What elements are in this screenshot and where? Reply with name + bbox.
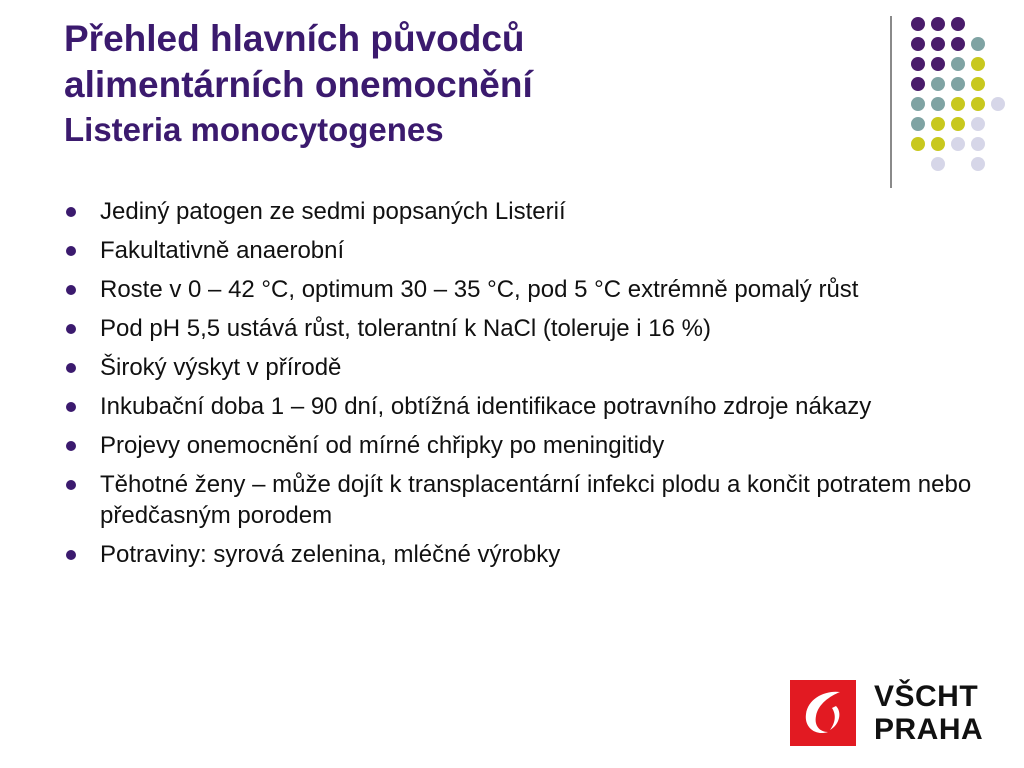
decor-dot — [951, 57, 965, 71]
bullet-text: Potraviny: syrová zelenina, mléčné výrobky — [100, 541, 561, 568]
vscht-logo-text — [874, 680, 983, 746]
decor-dot — [991, 97, 1005, 111]
bullet-text: Roste v 0 – 42 °C, optimum 30 – 35 °C, pod 5 °C extrémně pomalý růst — [100, 276, 859, 303]
logo-line-2: PRAHA — [874, 713, 984, 746]
decor-dot — [951, 137, 965, 151]
bullet-text: Jediný patogen ze sedmi popsaných Listerií — [100, 198, 566, 225]
bullet-text: Těhotné ženy – může dojít k transplacentární infekci plodu a končit potratem nebo předčasným porodem — [100, 471, 972, 529]
decor-dot — [971, 77, 985, 91]
decor-dot — [931, 157, 945, 171]
bullet-dot-icon — [66, 402, 76, 412]
decor-dot — [971, 57, 985, 71]
bullet-dot-icon — [66, 246, 76, 256]
bullet-item — [62, 539, 982, 570]
decor-dot — [911, 57, 925, 71]
bullet-text: Fakultativně anaerobní — [100, 237, 345, 264]
bullet-dot-icon — [66, 324, 76, 334]
bullet-item — [62, 469, 982, 531]
bullet-text: Inkubační doba 1 – 90 dní, obtížná identifikace potravního zdroje nákazy — [100, 393, 872, 420]
decor-dot — [931, 117, 945, 131]
decor-dot — [931, 97, 945, 111]
decor-dot — [951, 117, 965, 131]
decor-dot — [971, 157, 985, 171]
decor-dot — [911, 137, 925, 151]
decor-dot — [931, 77, 945, 91]
vscht-logo-icon — [790, 680, 856, 746]
bullet-list — [62, 196, 982, 578]
bullet-text: Pod pH 5,5 ustává růst, tolerantní k NaCl (toleruje i 16 %) — [100, 315, 711, 342]
bullet-item — [62, 274, 982, 305]
bullet-item — [62, 391, 982, 422]
decor-dot — [911, 97, 925, 111]
bullet-item — [62, 235, 982, 266]
bullet-text: Široký výskyt v přírodě — [100, 354, 342, 381]
title-line-2: alimentárních onemocnění — [64, 64, 533, 105]
title-divider — [890, 16, 892, 188]
decor-dot — [951, 17, 965, 31]
decor-dot — [931, 37, 945, 51]
decor-dot — [971, 117, 985, 131]
bullet-dot-icon — [66, 285, 76, 295]
decor-dot — [971, 137, 985, 151]
decor-dot — [931, 17, 945, 31]
slide-title — [64, 16, 864, 150]
decor-dot — [971, 97, 985, 111]
title-line-1: Přehled hlavních původců — [64, 18, 525, 59]
decor-dot — [911, 77, 925, 91]
bullet-dot-icon — [66, 441, 76, 451]
decor-dot — [951, 97, 965, 111]
decor-dot — [911, 37, 925, 51]
bullet-dot-icon — [66, 207, 76, 217]
bullet-item — [62, 313, 982, 344]
bullet-dot-icon — [66, 550, 76, 560]
bullet-item — [62, 352, 982, 383]
slide-subtitle: Listeria monocytogenes — [64, 111, 444, 148]
decor-dot — [931, 57, 945, 71]
decor-dot — [951, 77, 965, 91]
logo-line-1: VŠCHT — [874, 680, 979, 713]
bullet-dot-icon — [66, 363, 76, 373]
decor-dot — [911, 117, 925, 131]
bullet-dot-icon — [66, 480, 76, 490]
decor-dot — [931, 137, 945, 151]
bullet-item — [62, 196, 982, 227]
decor-dot — [971, 37, 985, 51]
bullet-item — [62, 430, 982, 461]
bullet-text: Projevy onemocnění od mírné chřipky po meningitidy — [100, 432, 665, 459]
decor-dot — [951, 37, 965, 51]
decor-dot — [911, 17, 925, 31]
